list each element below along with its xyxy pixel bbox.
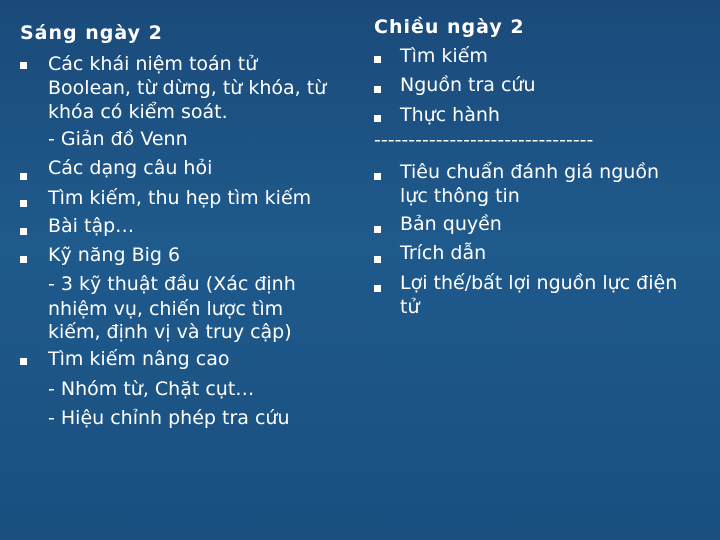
left-item-1-line-2: Boolean, từ dừng, từ khóa, từ	[48, 77, 327, 99]
bullet-icon	[20, 62, 27, 69]
left-item-1-line-1: Các khái niệm toán tử	[48, 53, 258, 75]
right-item-copyright: Bản quyền	[400, 213, 502, 235]
right-item-sources: Nguồn tra cứu	[400, 74, 536, 96]
left-item-question-types: Các dạng câu hỏi	[48, 157, 213, 179]
right-item-practice: Thực hành	[400, 104, 500, 126]
left-subitem-word-group: - Nhóm từ, Chặt cụt…	[48, 378, 255, 400]
bullet-icon	[374, 56, 381, 63]
right-item-pros-cons-line-1: Lợi thế/bất lợi nguồn lực điện	[400, 272, 678, 294]
left-item-1-line-3: khóa có kiểm soát.	[48, 101, 228, 123]
bullet-icon	[374, 226, 381, 233]
bullet-icon	[374, 173, 381, 180]
bullet-icon	[20, 256, 27, 263]
left-item-search: Tìm kiếm, thu hẹp tìm kiếm	[48, 187, 312, 209]
right-item-search: Tìm kiếm	[400, 45, 488, 67]
bullet-icon	[374, 115, 381, 122]
bullet-icon	[20, 173, 27, 180]
right-heading: Chiều ngày 2	[374, 16, 525, 38]
left-item-big6: Kỹ năng Big 6	[48, 244, 181, 266]
left-item-advanced-search: Tìm kiếm nâng cao	[48, 348, 230, 370]
left-subitem-venn: - Giản đồ Venn	[48, 128, 188, 150]
left-subitem-big6-line-1: - 3 kỹ thuật đầu (Xác định	[48, 273, 296, 295]
bullet-icon	[20, 358, 27, 365]
right-item-criteria-line-2: lực thông tin	[400, 185, 520, 207]
right-item-criteria-line-1: Tiêu chuẩn đánh giá nguồn	[400, 161, 659, 183]
left-subitem-big6-line-3: kiếm, định vị và truy cập)	[48, 321, 292, 343]
left-subitem-big6-line-2: nhiệm vụ, chiến lược tìm	[48, 298, 284, 320]
separator-line: --------------------------------	[374, 129, 594, 151]
left-heading: Sáng ngày 2	[20, 22, 163, 44]
bullet-icon	[374, 86, 381, 93]
left-item-exercise: Bài tập…	[48, 215, 135, 237]
bullet-icon	[20, 200, 27, 207]
right-item-pros-cons-line-2: tử	[400, 296, 420, 318]
bullet-icon	[374, 256, 381, 263]
bullet-icon	[374, 285, 381, 292]
right-item-citation: Trích dẫn	[400, 242, 487, 264]
bullet-icon	[20, 228, 27, 235]
left-subitem-refine: - Hiệu chỉnh phép tra cứu	[48, 407, 290, 429]
